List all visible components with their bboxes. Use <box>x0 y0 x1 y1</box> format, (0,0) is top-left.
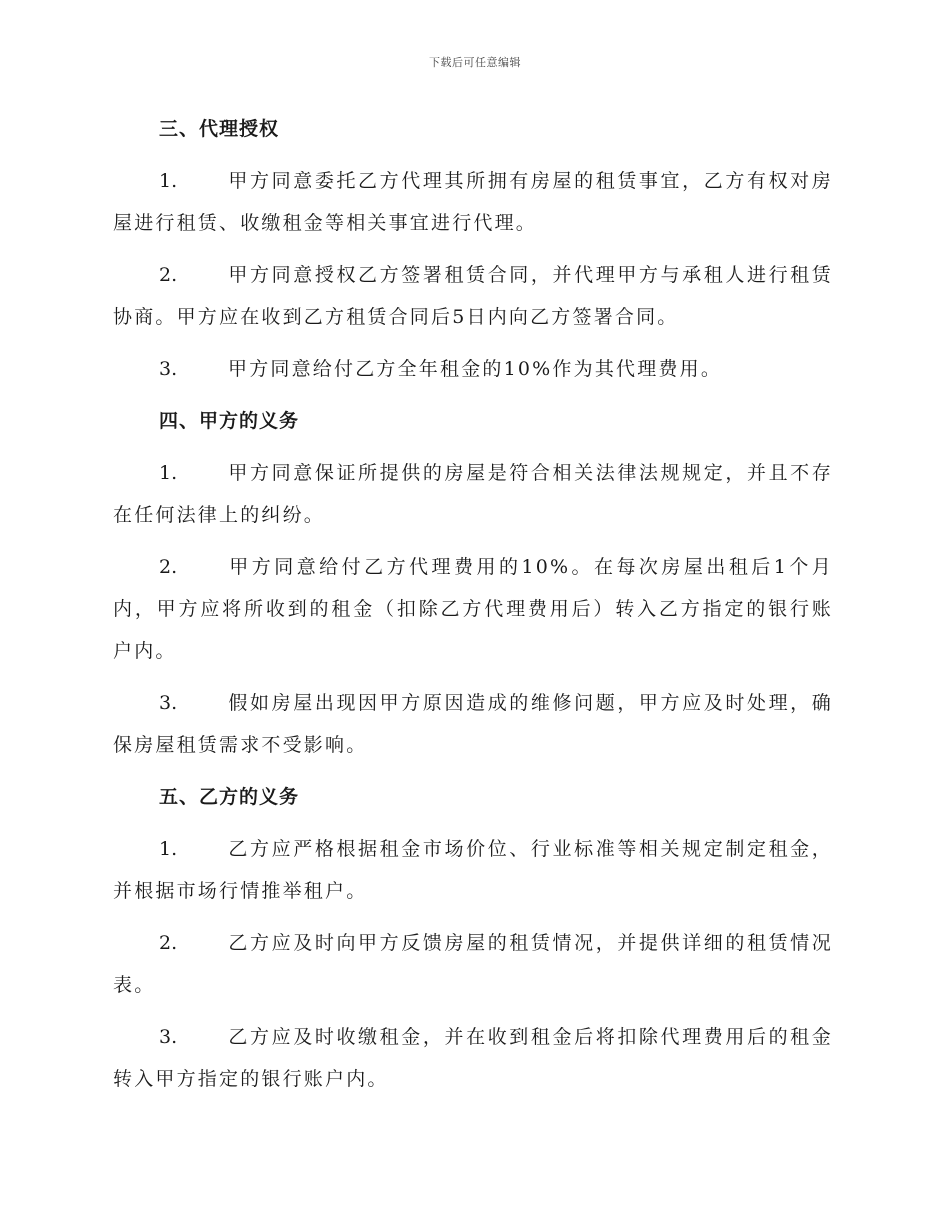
clause-number: 2. <box>159 932 178 954</box>
clause-number: 3. <box>159 1026 178 1048</box>
clause-text: 乙方应及时向甲方反馈房屋的租赁情况，并提供详细的租赁情况表。 <box>113 932 833 996</box>
clause-number: 2. <box>159 264 178 286</box>
clause-text: 乙方应及时收缴租金，并在收到租金后将扣除代理费用后的租金转入甲方指定的银行账户内。 <box>113 1026 833 1090</box>
clause-item <box>113 348 833 390</box>
section-agency-authorization <box>113 108 833 390</box>
clause-item <box>113 160 833 244</box>
clause-item <box>113 1016 833 1100</box>
clause-number: 1. <box>159 462 178 484</box>
clause-number: 1. <box>159 170 178 192</box>
clause-number: 1. <box>159 838 178 860</box>
clause-text: 甲方同意保证所提供的房屋是符合相关法律法规规定，并且不存在任何法律上的纠纷。 <box>113 462 833 526</box>
clause-item <box>113 922 833 1006</box>
clause-text: 甲方同意给付乙方代理费用的10%。在每次房屋出租后1个月内，甲方应将所收到的租金（扣除乙方代理费用后）转入乙方指定的银行账户内。 <box>113 556 833 662</box>
clause-number: 3. <box>159 358 178 380</box>
section-party-a-obligations <box>113 400 833 766</box>
clause-item <box>113 452 833 536</box>
page-header: 下载后可任意编辑 <box>429 56 521 69</box>
section-party-b-obligations <box>113 776 833 1100</box>
clause-item <box>113 546 833 672</box>
clause-text: 乙方应严格根据租金市场价位、行业标准等相关规定制定租金，并根据市场行情推举租户。 <box>113 838 833 902</box>
clause-number: 3. <box>159 692 178 714</box>
clause-number: 2. <box>159 556 178 578</box>
clause-text: 假如房屋出现因甲方原因造成的维修问题，甲方应及时处理，确保房屋租赁需求不受影响。 <box>113 692 833 756</box>
section-heading: 三、代理授权 <box>159 118 280 140</box>
clause-text: 甲方同意授权乙方签署租赁合同，并代理甲方与承租人进行租赁协商。甲方应在收到乙方租赁合同后5日内向乙方签署合同。 <box>113 264 833 328</box>
document-body <box>113 108 833 1110</box>
clause-item <box>113 682 833 766</box>
clause-text: 甲方同意委托乙方代理其所拥有房屋的租赁事宜，乙方有权对房屋进行租赁、收缴租金等相关事宜进行代理。 <box>113 170 833 234</box>
clause-text: 甲方同意给付乙方全年租金的10%作为其代理费用。 <box>228 358 723 380</box>
section-heading: 五、乙方的义务 <box>159 786 300 808</box>
clause-item <box>113 254 833 338</box>
section-heading: 四、甲方的义务 <box>159 410 300 432</box>
clause-item <box>113 828 833 912</box>
